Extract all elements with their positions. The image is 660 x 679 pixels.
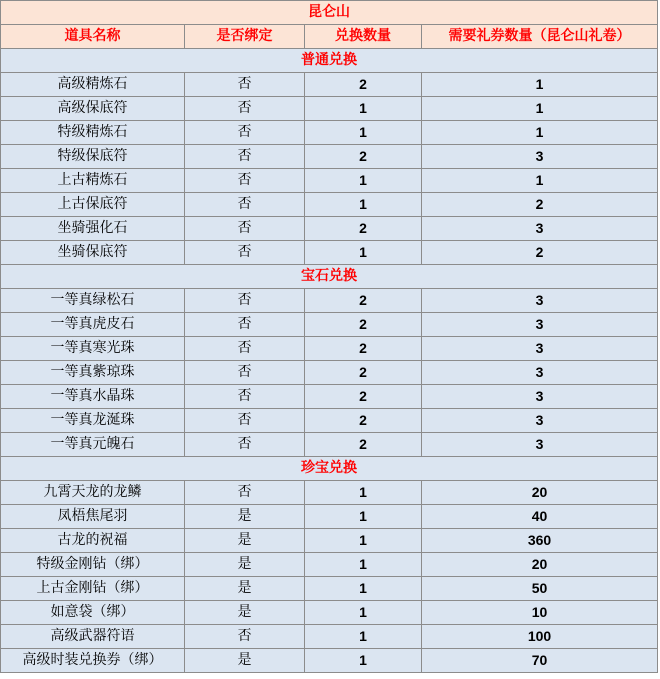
bound-cell: 否 xyxy=(185,241,305,265)
table-row xyxy=(1,289,658,313)
item-name-cell: 古龙的祝福 xyxy=(1,529,185,553)
bound-cell: 否 xyxy=(185,337,305,361)
vouchers-cell: 360 xyxy=(422,529,658,553)
quantity-cell: 1 xyxy=(305,97,422,121)
vouchers-cell: 100 xyxy=(422,625,658,649)
header-bound: 是否绑定 xyxy=(185,25,305,49)
bound-cell: 是 xyxy=(185,601,305,625)
quantity-cell: 2 xyxy=(305,409,422,433)
table-row xyxy=(1,121,658,145)
item-name-cell: 一等真绿松石 xyxy=(1,289,185,313)
item-name-cell: 特级精炼石 xyxy=(1,121,185,145)
quantity-cell: 2 xyxy=(305,145,422,169)
vouchers-cell: 3 xyxy=(422,433,658,457)
item-name-cell: 上古金刚钻（绑） xyxy=(1,577,185,601)
vouchers-cell: 3 xyxy=(422,289,658,313)
bound-cell: 否 xyxy=(185,433,305,457)
vouchers-cell: 70 xyxy=(422,649,658,673)
vouchers-cell: 20 xyxy=(422,481,658,505)
vouchers-cell: 3 xyxy=(422,217,658,241)
table-row xyxy=(1,577,658,601)
bound-cell: 否 xyxy=(185,121,305,145)
vouchers-cell: 3 xyxy=(422,337,658,361)
vouchers-cell: 10 xyxy=(422,601,658,625)
bound-cell: 否 xyxy=(185,73,305,97)
section-row xyxy=(1,49,658,73)
item-name-cell: 一等真紫琼珠 xyxy=(1,361,185,385)
quantity-cell: 2 xyxy=(305,289,422,313)
quantity-cell: 1 xyxy=(305,121,422,145)
item-name-cell: 坐骑保底符 xyxy=(1,241,185,265)
table-title: 昆仑山 xyxy=(1,1,658,25)
bound-cell: 否 xyxy=(185,169,305,193)
table-row xyxy=(1,553,658,577)
bound-cell: 是 xyxy=(185,529,305,553)
bound-cell: 否 xyxy=(185,361,305,385)
vouchers-cell: 20 xyxy=(422,553,658,577)
item-name-cell: 特级保底符 xyxy=(1,145,185,169)
item-name-cell: 一等真虎皮石 xyxy=(1,313,185,337)
exchange-table-body xyxy=(1,1,658,673)
item-name-cell: 高级保底符 xyxy=(1,97,185,121)
item-name-cell: 上古保底符 xyxy=(1,193,185,217)
quantity-cell: 1 xyxy=(305,649,422,673)
header-row xyxy=(1,25,658,49)
bound-cell: 否 xyxy=(185,409,305,433)
quantity-cell: 2 xyxy=(305,433,422,457)
table-row xyxy=(1,409,658,433)
item-name-cell: 特级金刚钻（绑） xyxy=(1,553,185,577)
section-row xyxy=(1,457,658,481)
table-row xyxy=(1,385,658,409)
quantity-cell: 1 xyxy=(305,553,422,577)
vouchers-cell: 1 xyxy=(422,169,658,193)
item-name-cell: 一等真元魄石 xyxy=(1,433,185,457)
table-row xyxy=(1,433,658,457)
quantity-cell: 1 xyxy=(305,625,422,649)
header-item-name: 道具名称 xyxy=(1,25,185,49)
table-row xyxy=(1,505,658,529)
header-quantity: 兑换数量 xyxy=(305,25,422,49)
table-row xyxy=(1,649,658,673)
quantity-cell: 2 xyxy=(305,337,422,361)
section-title: 珍宝兑换 xyxy=(1,457,658,481)
quantity-cell: 1 xyxy=(305,529,422,553)
quantity-cell: 2 xyxy=(305,385,422,409)
table-row xyxy=(1,337,658,361)
quantity-cell: 2 xyxy=(305,313,422,337)
table-row xyxy=(1,73,658,97)
table-row xyxy=(1,313,658,337)
item-name-cell: 九霄天龙的龙鳞 xyxy=(1,481,185,505)
table-row xyxy=(1,169,658,193)
bound-cell: 否 xyxy=(185,289,305,313)
vouchers-cell: 3 xyxy=(422,361,658,385)
table-row xyxy=(1,193,658,217)
header-vouchers-required: 需要礼券数量（昆仑山礼卷） xyxy=(422,25,658,49)
bound-cell: 否 xyxy=(185,481,305,505)
table-row xyxy=(1,145,658,169)
vouchers-cell: 1 xyxy=(422,121,658,145)
table-row xyxy=(1,241,658,265)
item-name-cell: 高级精炼石 xyxy=(1,73,185,97)
bound-cell: 是 xyxy=(185,649,305,673)
vouchers-cell: 1 xyxy=(422,73,658,97)
item-name-cell: 凤梧焦尾羽 xyxy=(1,505,185,529)
section-title: 宝石兑换 xyxy=(1,265,658,289)
item-name-cell: 高级武器符语 xyxy=(1,625,185,649)
quantity-cell: 1 xyxy=(305,481,422,505)
vouchers-cell: 1 xyxy=(422,97,658,121)
vouchers-cell: 3 xyxy=(422,385,658,409)
item-name-cell: 高级时装兑换券（绑） xyxy=(1,649,185,673)
section-title: 普通兑换 xyxy=(1,49,658,73)
table-row xyxy=(1,601,658,625)
quantity-cell: 1 xyxy=(305,577,422,601)
quantity-cell: 1 xyxy=(305,601,422,625)
item-name-cell: 一等真寒光珠 xyxy=(1,337,185,361)
bound-cell: 否 xyxy=(185,625,305,649)
vouchers-cell: 3 xyxy=(422,313,658,337)
title-row xyxy=(1,1,658,25)
item-name-cell: 一等真龙涎珠 xyxy=(1,409,185,433)
bound-cell: 否 xyxy=(185,97,305,121)
vouchers-cell: 50 xyxy=(422,577,658,601)
quantity-cell: 1 xyxy=(305,241,422,265)
quantity-cell: 1 xyxy=(305,505,422,529)
quantity-cell: 1 xyxy=(305,193,422,217)
table-row xyxy=(1,625,658,649)
item-name-cell: 上古精炼石 xyxy=(1,169,185,193)
bound-cell: 否 xyxy=(185,145,305,169)
item-name-cell: 一等真水晶珠 xyxy=(1,385,185,409)
vouchers-cell: 40 xyxy=(422,505,658,529)
bound-cell: 是 xyxy=(185,553,305,577)
item-name-cell: 坐骑强化石 xyxy=(1,217,185,241)
bound-cell: 否 xyxy=(185,313,305,337)
bound-cell: 是 xyxy=(185,577,305,601)
quantity-cell: 1 xyxy=(305,169,422,193)
bound-cell: 否 xyxy=(185,217,305,241)
table-row xyxy=(1,361,658,385)
vouchers-cell: 2 xyxy=(422,241,658,265)
table-row xyxy=(1,529,658,553)
table-row xyxy=(1,217,658,241)
quantity-cell: 2 xyxy=(305,361,422,385)
section-row xyxy=(1,265,658,289)
item-name-cell: 如意袋（绑） xyxy=(1,601,185,625)
quantity-cell: 2 xyxy=(305,217,422,241)
vouchers-cell: 3 xyxy=(422,145,658,169)
bound-cell: 否 xyxy=(185,193,305,217)
bound-cell: 否 xyxy=(185,385,305,409)
table-row xyxy=(1,97,658,121)
bound-cell: 是 xyxy=(185,505,305,529)
vouchers-cell: 3 xyxy=(422,409,658,433)
vouchers-cell: 2 xyxy=(422,193,658,217)
quantity-cell: 2 xyxy=(305,73,422,97)
table-row xyxy=(1,481,658,505)
